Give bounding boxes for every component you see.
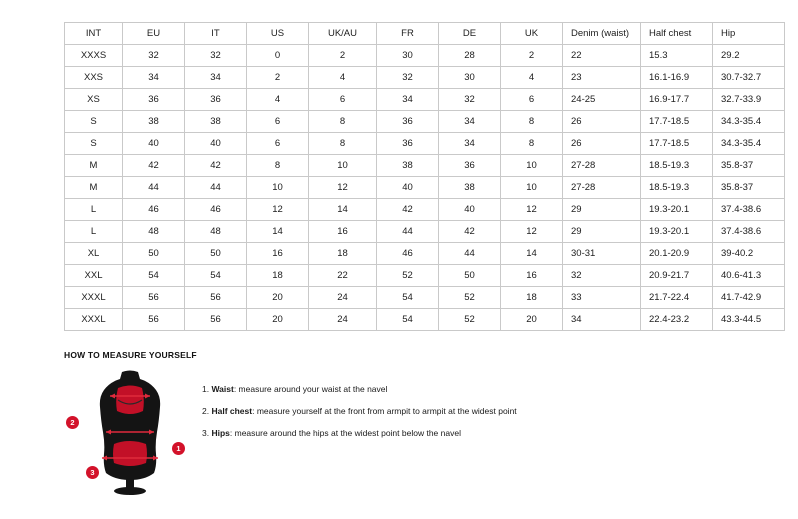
cell-uk: 20 xyxy=(501,309,563,331)
cell-de: 50 xyxy=(439,265,501,287)
cell-de: 32 xyxy=(439,89,501,111)
mannequin-illustration xyxy=(92,370,168,498)
cell-fr: 36 xyxy=(377,111,439,133)
column-header: FR xyxy=(377,23,439,45)
cell-ukau: 24 xyxy=(309,309,377,331)
table-row xyxy=(65,287,785,309)
column-header: DE xyxy=(439,23,501,45)
cell-int: XXL xyxy=(65,265,123,287)
cell-denim: 22 xyxy=(563,45,641,67)
cell-fr: 54 xyxy=(377,309,439,331)
cell-us: 20 xyxy=(247,287,309,309)
cell-fr: 44 xyxy=(377,221,439,243)
cell-denim: 32 xyxy=(563,265,641,287)
cell-hip: 35.8-37 xyxy=(713,155,785,177)
cell-us: 12 xyxy=(247,199,309,221)
cell-denim: 30-31 xyxy=(563,243,641,265)
cell-us: 8 xyxy=(247,155,309,177)
cell-de: 52 xyxy=(439,287,501,309)
cell-half-chest: 21.7-22.4 xyxy=(641,287,713,309)
cell-uk: 16 xyxy=(501,265,563,287)
cell-uk: 4 xyxy=(501,67,563,89)
cell-eu: 50 xyxy=(123,243,185,265)
cell-half-chest: 17.7-18.5 xyxy=(641,111,713,133)
cell-int: S xyxy=(65,111,123,133)
cell-half-chest: 20.1-20.9 xyxy=(641,243,713,265)
measure-note-hips xyxy=(202,428,517,438)
cell-fr: 36 xyxy=(377,133,439,155)
note-term: Waist xyxy=(211,384,234,394)
cell-int: S xyxy=(65,133,123,155)
how-to-measure-section xyxy=(64,350,734,500)
cell-ukau: 14 xyxy=(309,199,377,221)
cell-eu: 36 xyxy=(123,89,185,111)
bullet-marker-3: 3 xyxy=(86,466,99,479)
table-row xyxy=(65,89,785,111)
cell-half-chest: 15.3 xyxy=(641,45,713,67)
cell-us: 10 xyxy=(247,177,309,199)
cell-int: XXXS xyxy=(65,45,123,67)
cell-denim: 27-28 xyxy=(563,177,641,199)
note-index: 3. xyxy=(202,428,210,439)
cell-us: 6 xyxy=(247,111,309,133)
cell-half-chest: 16.1-16.9 xyxy=(641,67,713,89)
table-row xyxy=(65,67,785,89)
cell-it: 40 xyxy=(185,133,247,155)
cell-it: 44 xyxy=(185,177,247,199)
cell-us: 6 xyxy=(247,133,309,155)
cell-ukau: 8 xyxy=(309,111,377,133)
cell-int: M xyxy=(65,155,123,177)
cell-de: 38 xyxy=(439,177,501,199)
cell-half-chest: 18.5-19.3 xyxy=(641,177,713,199)
cell-int: XXXL xyxy=(65,287,123,309)
cell-hip: 34.3-35.4 xyxy=(713,111,785,133)
size-chart-table xyxy=(64,22,785,331)
cell-half-chest: 19.3-20.1 xyxy=(641,199,713,221)
column-header: EU xyxy=(123,23,185,45)
cell-de: 42 xyxy=(439,221,501,243)
cell-eu: 40 xyxy=(123,133,185,155)
cell-ukau: 10 xyxy=(309,155,377,177)
note-text: : measure around the hips at the widest point below the navel xyxy=(229,428,461,439)
cell-fr: 54 xyxy=(377,287,439,309)
cell-de: 44 xyxy=(439,243,501,265)
size-chart-container xyxy=(64,22,762,331)
cell-it: 42 xyxy=(185,155,247,177)
cell-fr: 46 xyxy=(377,243,439,265)
cell-it: 56 xyxy=(185,309,247,331)
measure-notes xyxy=(202,370,517,451)
cell-ukau: 4 xyxy=(309,67,377,89)
cell-denim: 27-28 xyxy=(563,155,641,177)
column-header: UK/AU xyxy=(309,23,377,45)
cell-eu: 54 xyxy=(123,265,185,287)
cell-denim: 23 xyxy=(563,67,641,89)
cell-eu: 32 xyxy=(123,45,185,67)
cell-uk: 2 xyxy=(501,45,563,67)
cell-us: 20 xyxy=(247,309,309,331)
cell-fr: 30 xyxy=(377,45,439,67)
cell-eu: 56 xyxy=(123,287,185,309)
cell-de: 40 xyxy=(439,199,501,221)
cell-uk: 6 xyxy=(501,89,563,111)
cell-eu: 48 xyxy=(123,221,185,243)
cell-it: 32 xyxy=(185,45,247,67)
table-row xyxy=(65,45,785,67)
cell-ukau: 18 xyxy=(309,243,377,265)
cell-eu: 46 xyxy=(123,199,185,221)
cell-fr: 52 xyxy=(377,265,439,287)
note-index: 2. xyxy=(202,406,210,417)
bullet-marker-1: 1 xyxy=(172,442,185,455)
cell-half-chest: 19.3-20.1 xyxy=(641,221,713,243)
cell-hip: 35.8-37 xyxy=(713,177,785,199)
cell-uk: 14 xyxy=(501,243,563,265)
cell-denim: 26 xyxy=(563,111,641,133)
cell-it: 48 xyxy=(185,221,247,243)
cell-int: L xyxy=(65,221,123,243)
note-term: Half chest xyxy=(211,406,253,417)
cell-it: 54 xyxy=(185,265,247,287)
cell-hip: 29.2 xyxy=(713,45,785,67)
cell-denim: 29 xyxy=(563,221,641,243)
how-to-measure-title: HOW TO MEASURE YOURSELF xyxy=(64,350,197,360)
cell-denim: 33 xyxy=(563,287,641,309)
column-header: Half chest xyxy=(641,23,713,45)
cell-ukau: 12 xyxy=(309,177,377,199)
cell-de: 34 xyxy=(439,111,501,133)
note-text: : measure around your waist at the navel xyxy=(233,384,388,394)
cell-int: XS xyxy=(65,89,123,111)
cell-denim: 26 xyxy=(563,133,641,155)
table-row xyxy=(65,243,785,265)
cell-eu: 38 xyxy=(123,111,185,133)
cell-eu: 34 xyxy=(123,67,185,89)
how-to-measure-body xyxy=(64,370,734,500)
cell-denim: 29 xyxy=(563,199,641,221)
cell-de: 30 xyxy=(439,67,501,89)
cell-us: 14 xyxy=(247,221,309,243)
cell-hip: 37.4-38.6 xyxy=(713,221,785,243)
cell-eu: 44 xyxy=(123,177,185,199)
table-row xyxy=(65,155,785,177)
cell-de: 34 xyxy=(439,133,501,155)
cell-fr: 34 xyxy=(377,89,439,111)
cell-eu: 42 xyxy=(123,155,185,177)
cell-int: M xyxy=(65,177,123,199)
column-header: Denim (waist) xyxy=(563,23,641,45)
table-row xyxy=(65,265,785,287)
cell-us: 2 xyxy=(247,67,309,89)
cell-eu: 56 xyxy=(123,309,185,331)
cell-ukau: 6 xyxy=(309,89,377,111)
cell-de: 52 xyxy=(439,309,501,331)
cell-half-chest: 17.7-18.5 xyxy=(641,133,713,155)
measure-note-half-chest xyxy=(202,406,517,416)
cell-uk: 10 xyxy=(501,155,563,177)
cell-de: 28 xyxy=(439,45,501,67)
cell-hip: 40.6-41.3 xyxy=(713,265,785,287)
cell-us: 0 xyxy=(247,45,309,67)
cell-uk: 8 xyxy=(501,133,563,155)
cell-it: 46 xyxy=(185,199,247,221)
mannequin-figure xyxy=(64,370,194,500)
cell-hip: 34.3-35.4 xyxy=(713,133,785,155)
cell-it: 38 xyxy=(185,111,247,133)
cell-ukau: 2 xyxy=(309,45,377,67)
cell-int: XXXL xyxy=(65,309,123,331)
column-header: Hip xyxy=(713,23,785,45)
cell-ukau: 22 xyxy=(309,265,377,287)
cell-fr: 32 xyxy=(377,67,439,89)
note-index: 1. xyxy=(202,384,210,394)
column-header: US xyxy=(247,23,309,45)
column-header: UK xyxy=(501,23,563,45)
cell-uk: 12 xyxy=(501,221,563,243)
cell-hip: 43.3-44.5 xyxy=(713,309,785,331)
cell-it: 50 xyxy=(185,243,247,265)
cell-int: XL xyxy=(65,243,123,265)
cell-fr: 42 xyxy=(377,199,439,221)
column-header: IT xyxy=(185,23,247,45)
cell-int: XXS xyxy=(65,67,123,89)
table-row xyxy=(65,199,785,221)
table-header-row xyxy=(65,23,785,45)
cell-de: 36 xyxy=(439,155,501,177)
table-row xyxy=(65,221,785,243)
cell-ukau: 16 xyxy=(309,221,377,243)
cell-us: 4 xyxy=(247,89,309,111)
cell-denim: 34 xyxy=(563,309,641,331)
cell-uk: 12 xyxy=(501,199,563,221)
cell-int: L xyxy=(65,199,123,221)
cell-it: 56 xyxy=(185,287,247,309)
cell-half-chest: 18.5-19.3 xyxy=(641,155,713,177)
column-header: INT xyxy=(65,23,123,45)
bullet-marker-2: 2 xyxy=(66,416,79,429)
cell-it: 34 xyxy=(185,67,247,89)
cell-hip: 39-40.2 xyxy=(713,243,785,265)
cell-it: 36 xyxy=(185,89,247,111)
note-text: : measure yourself at the front from armpit to armpit at the widest point xyxy=(252,406,517,417)
measure-note-waist xyxy=(202,384,517,394)
table-row xyxy=(65,309,785,331)
cell-uk: 8 xyxy=(501,111,563,133)
cell-hip: 30.7-32.7 xyxy=(713,67,785,89)
cell-ukau: 8 xyxy=(309,133,377,155)
cell-hip: 32.7-33.9 xyxy=(713,89,785,111)
note-term: Hips xyxy=(211,428,230,439)
cell-hip: 41.7-42.9 xyxy=(713,287,785,309)
cell-uk: 10 xyxy=(501,177,563,199)
cell-fr: 40 xyxy=(377,177,439,199)
cell-half-chest: 22.4-23.2 xyxy=(641,309,713,331)
cell-fr: 38 xyxy=(377,155,439,177)
cell-denim: 24-25 xyxy=(563,89,641,111)
cell-uk: 18 xyxy=(501,287,563,309)
table-row xyxy=(65,111,785,133)
table-row xyxy=(65,177,785,199)
cell-hip: 37.4-38.6 xyxy=(713,199,785,221)
cell-half-chest: 16.9-17.7 xyxy=(641,89,713,111)
cell-us: 16 xyxy=(247,243,309,265)
cell-half-chest: 20.9-21.7 xyxy=(641,265,713,287)
cell-us: 18 xyxy=(247,265,309,287)
table-row xyxy=(65,133,785,155)
cell-ukau: 24 xyxy=(309,287,377,309)
